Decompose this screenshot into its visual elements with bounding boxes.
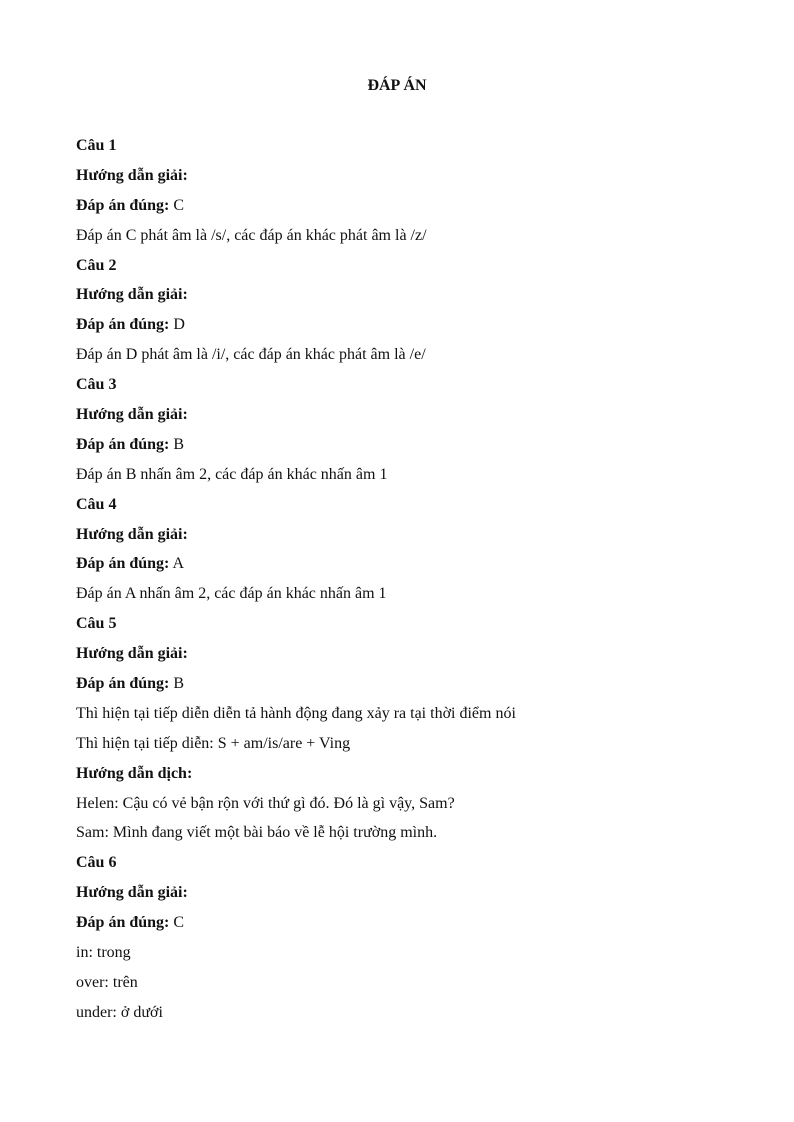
answer-label: Đáp án đúng: <box>76 555 170 573</box>
question-heading: Câu 2 <box>76 256 117 274</box>
answer-label: Đáp án đúng: <box>76 914 170 932</box>
question-heading: Câu 3 <box>76 376 117 394</box>
answer-label: Đáp án đúng: <box>76 316 170 334</box>
correct-answer <box>76 554 736 584</box>
answer-value: B <box>169 675 185 693</box>
question-heading: Câu 6 <box>76 854 117 872</box>
answer-value: D <box>169 316 185 334</box>
question-heading: Câu 4 <box>76 495 117 513</box>
explanation-line: Đáp án B nhấn âm 2, các đáp án khác nhấn âm 1 <box>76 465 388 483</box>
guide-heading: Hướng dẫn giải: <box>76 286 188 304</box>
translation-line: Helen: Cậu có vẻ bận rộn với thứ gì đó. Đó là gì vậy, Sam? <box>76 794 455 812</box>
answer-value: C <box>169 196 185 214</box>
guide-heading: Hướng dẫn giải: <box>76 406 188 424</box>
answer-label: Đáp án đúng: <box>76 196 170 214</box>
answer-value: C <box>169 914 185 932</box>
page-title: ĐÁP ÁN <box>367 77 427 94</box>
translation-heading: Hướng dẫn dịch: <box>76 764 193 782</box>
explanation-line: in: trong <box>76 944 131 962</box>
answer-label: Đáp án đúng: <box>76 675 170 693</box>
explanation-line: Đáp án C phát âm là /s/, các đáp án khác phát âm là /z/ <box>76 226 427 244</box>
explanation-line: over: trên <box>76 973 138 991</box>
correct-answer <box>76 674 736 704</box>
correct-answer <box>76 913 736 943</box>
guide-heading: Hướng dẫn giải: <box>76 645 188 663</box>
explanation-line: under: ở dưới <box>76 1003 163 1021</box>
explanation-line: Đáp án D phát âm là /i/, các đáp án khác phát âm là /e/ <box>76 346 426 364</box>
answer-value: A <box>169 555 185 573</box>
answer-value: B <box>169 435 185 453</box>
guide-heading: Hướng dẫn giải: <box>76 525 188 543</box>
explanation-line: Thì hiện tại tiếp diễn diễn tả hành động đang xảy ra tại thời điểm nói <box>76 704 516 722</box>
correct-answer <box>76 435 736 465</box>
question-heading: Câu 5 <box>76 615 117 633</box>
guide-heading: Hướng dẫn giải: <box>76 166 188 184</box>
explanation-line: Thì hiện tại tiếp diễn: S + am/is/are + Ving <box>76 734 351 752</box>
translation-line: Sam: Mình đang viết một bài báo về lễ hội trường mình. <box>76 824 438 842</box>
question-heading: Câu 1 <box>76 137 117 154</box>
correct-answer <box>76 315 736 345</box>
guide-heading: Hướng dẫn giải: <box>76 884 188 902</box>
correct-answer <box>76 196 736 226</box>
explanation-line: Đáp án A nhấn âm 2, các đáp án khác nhấn âm 1 <box>76 585 387 603</box>
answer-list <box>76 136 736 1033</box>
answer-label: Đáp án đúng: <box>76 435 170 453</box>
